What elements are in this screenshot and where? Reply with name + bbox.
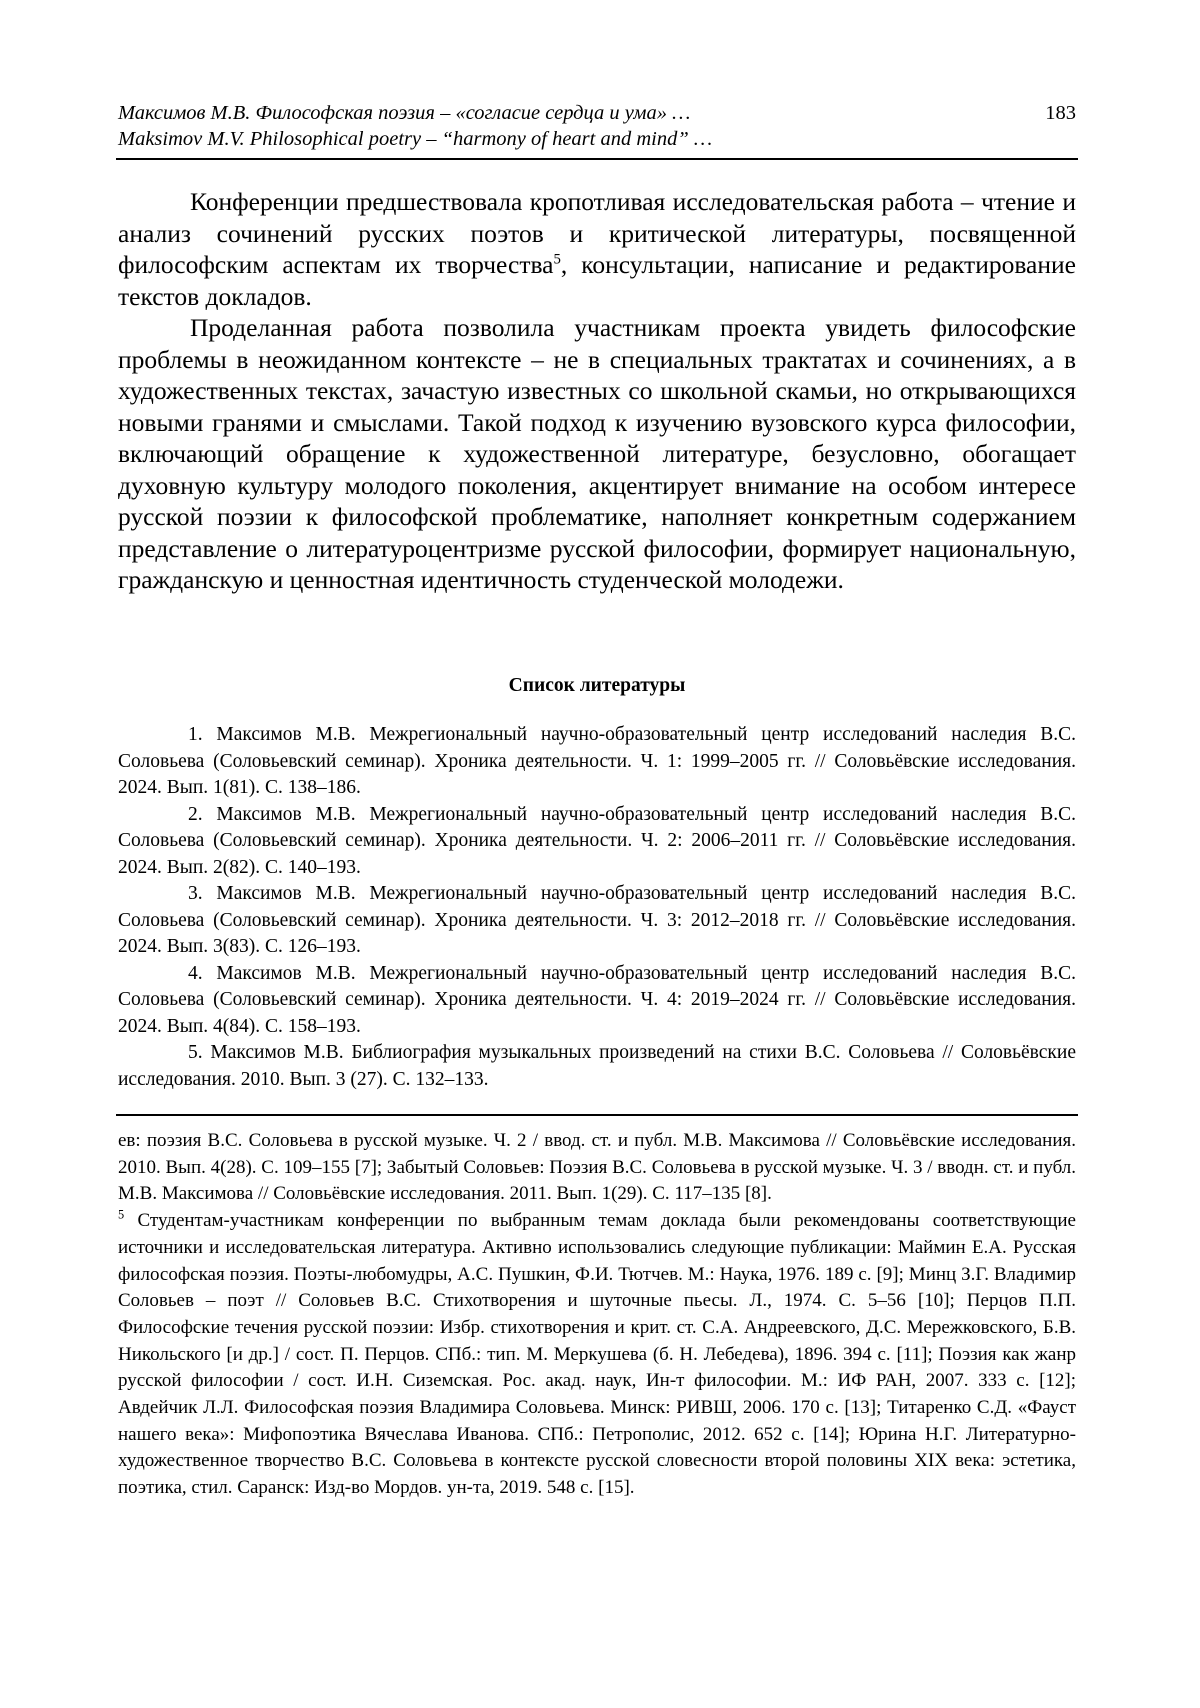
- reference-item: 4. Максимов М.В. Межрегиональный научно-образовательный центр исследований наследия В.С. Соловьева (Соловьевский семинар). Хроника деятельности. Ч. 4: 2019–2024 гг. // Соловьёвские исследования. 2024. Вып. 4(84). С. 158–193.: [118, 962, 1076, 1037]
- reference-item: 1. Максимов М.В. Межрегиональный научно-образовательный центр исследований наследия В.С. Соловьева (Соловьевский семинар). Хроника деятельности. Ч. 1: 1999–2005 гг. // Соловьёвские исследования. 2024. Вып. 1(81). С. 138–186.: [118, 724, 1076, 798]
- article-body: [118, 186, 1076, 596]
- references-heading: Список литературы: [508, 675, 686, 696]
- running-header: [118, 100, 1076, 152]
- body-paragraph-1: Конференции предшествовала кропотливая исследовательская работа – чтение и анализ сочинений русских поэтов и критической литературы, посвященной философским аспектам их творчества$^5$, консультации, написание и редактирование текстов докладов.: [118, 187, 1076, 311]
- footnote-5-text: Студентам-участникам конференции по выбранным темам доклада были рекомендованы соответствующие источники и исследовательская литература. Активно использовались следующие публикации: Маймин Е.А. Русская философская поэзия. Поэты-любомудры, А.С. Пушкин, Ф.И. Тютчев. М.: Наука, 1976. 189 с. [9]; Минц З.Г. Владимир Соловьев – поэт // Соловьев В.С. Стихотворения и шуточные пьесы. Л., 1974. С. 5–56 [10]; Перцов П.П. Философские течения русской поэзии: Избр. стихотворения и крит. ст. С.А. Андреевского, Д.С. Мережковского, Б.В. Никольского [и др.] / сост. П. Перцов. СПб.: тип. М. Меркушева (б. Н. Лебедева), 1896. 394 с. [11]; Поэзия как жанр русской философии / сост. И.Н. Сиземская. Рос. акад. наук, Ин-т философии. М.: ИФ РАН, 2007. 333 с. [12]; Авдейчик Л.Л. Философская поэзия Владимира Соловьева. Минск: РИВШ, 2006. 170 с. [13]; Титаренко С.Д. «Фауст нашего века»: Мифопоэтика Вячеслава Иванова. СПб.: Петрополис, 2012. 652 с. [14]; Юрина Н.Г. Литературно-художественное творчество В.С. Соловьева в контексте русской словесности второй половины XIX века: эстетика, поэтика, стил. Саранск: Изд-во Мордов. ун-та, 2019. 548 с. [15].: [118, 1210, 1076, 1499]
- footnotes: [118, 1128, 1076, 1502]
- header-rule: [116, 158, 1078, 160]
- footnote-ref-5[interactable]: 5: [553, 251, 561, 268]
- reference-item: 3. Максимов М.В. Межрегиональный научно-образовательный центр исследований наследия В.С. Соловьева (Соловьевский семинар). Хроника деятельности. Ч. 3: 2012–2018 гг. // Соловьёвские исследования. 2024. Вып. 3(83). С. 126–193.: [118, 883, 1076, 957]
- header-title-en: Maksimov M.V. Philosophical poetry – “harmony of heart and mind” …: [118, 128, 713, 150]
- footnote-5-marker: 5: [118, 1207, 125, 1222]
- footnote-5: [118, 1208, 1076, 1502]
- references-list: [118, 722, 1076, 1093]
- page-number: 183: [1045, 102, 1076, 124]
- header-title-ru: Максимов М.В. Философская поэзия – «согласие сердца и ума» …: [118, 102, 691, 124]
- footnote-continuation: ев: поэзия В.С. Соловьева в русской музыке. Ч. 2 / ввод. ст. и публ. М.В. Максимова // Соловьёвские исследования. 2010. Вып. 4(28). С. 109–155 [7]; Забытый Соловьев: Поэзия В.С. Соловьева в русской музыке. Ч. 3 / вводн. ст. и публ. М.В. Максимова // Соловьёвские исследования. 2011. Вып. 1(29). С. 117–135 [8].: [118, 1130, 1076, 1205]
- body-paragraph-2: Проделанная работа позволила участникам проекта увидеть философские проблемы в неожиданном контексте – не в специальных трактатах и сочинениях, а в художественных текстах, зачастую известных со школьной скамьи, но открывающихся новыми гранями и смыслами. Такой подход к изучению вузовского курса философии, включающий обращение к художественной литературе, безусловно, обогащает духовную культуру молодого поколения, акцентирует внимание на особом интересе русской поэзии к философской проблематике, наполняет конкретным содержанием представление о литературоцентризме русской философии, формирует национальную, гражданскую и ценностная идентичность студенческой молодежи.: [118, 313, 1076, 594]
- footnote-separator: [116, 1114, 1078, 1116]
- reference-item: 2. Максимов М.В. Межрегиональный научно-образовательный центр исследований наследия В.С. Соловьева (Соловьевский семинар). Хроника деятельности. Ч. 2: 2006–2011 гг. // Соловьёвские исследования. 2024. Вып. 2(82). С. 140–193.: [118, 803, 1076, 878]
- reference-item: 5. Максимов М.В. Библиография музыкальных произведений на стихи В.С. Соловьева // Соловьёвские исследования. 2010. Вып. 3 (27). С. 132–133.: [118, 1042, 1076, 1090]
